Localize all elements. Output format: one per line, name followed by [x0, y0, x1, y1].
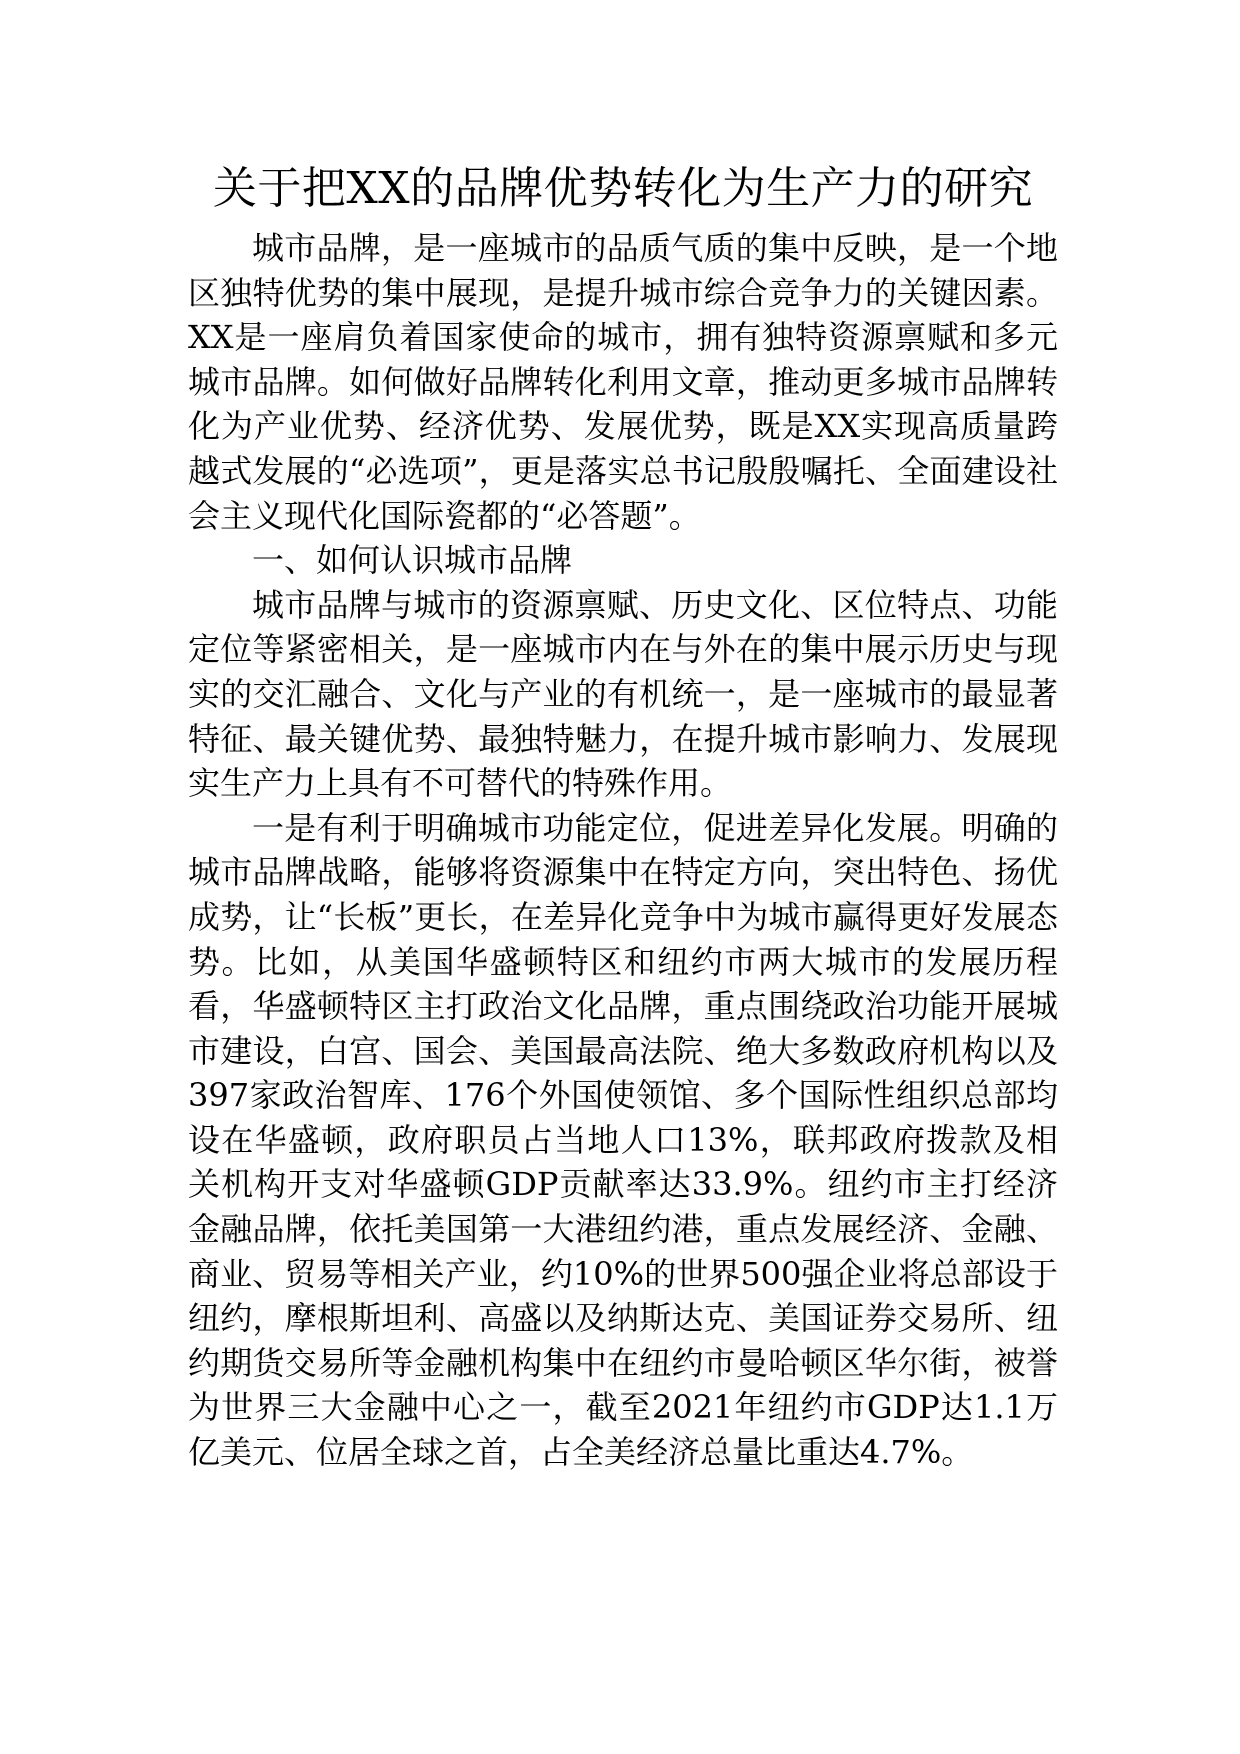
section-1-paragraph-2: 一是有利于明确城市功能定位，促进差异化发展。明确的城市品牌战略，能够将资源集中在特定方向，突出特色、扬优成势，让“长板”更长，在差异化竞争中为城市赢得更好发展态势。比如，从美国华盛顿特区和纽约市两大城市的发展历程看，华盛顿特区主打政治文化品牌，重点围绕政治功能开展城市建设，白宫、国会、美国最高法院、绝大多数政府机构以及397家政治智库、176个外国使领馆、多个国际性组织总部均设在华盛顿，政府职员占当地人口13%，联邦政府拨款及相关机构开支对华盛顿GDP贡献率达33.9%。纽约市主打经济金融品牌，依托美国第一大港纽约港，重点发展经济、金融、商业、贸易等相关产业，约10%的世界500强企业将总部设于纽约，摩根斯坦利、高盛以及纳斯达克、美国证券交易所、纽约期货交易所等金融机构集中在纽约市曼哈顿区华尔街，被誉为世界三大金融中心之一，截至2021年纽约市GDP达1.1万亿美元、位居全球之首，占全美经济总量比重达4.7%。	[188, 808, 1058, 1472]
intro-paragraph: 城市品牌，是一座城市的品质气质的集中反映，是一个地区独特优势的集中展现，是提升城市综合竞争力的关键因素。XX是一座肩负着国家使命的城市，拥有独特资源禀赋和多元城市品牌。如何做好品牌转化利用文章，推动更多城市品牌转化为产业优势、经济优势、发展优势，既是XX实现高质量跨越式发展的“必选项”，更是落实总书记殷殷嘱托、全面建设社会主义现代化国际瓷都的“必答题”。	[188, 229, 1058, 535]
document-page	[188, 160, 1058, 1475]
document-title: 关于把XX的品牌优势转化为生产力的研究	[212, 163, 1034, 214]
section-heading-1: 一、如何认识城市品牌	[252, 541, 573, 580]
section-1-paragraph-1: 城市品牌与城市的资源禀赋、历史文化、区位特点、功能定位等紧密相关，是一座城市内在与外在的集中展示历史与现实的交汇融合、文化与产业的有机统一，是一座城市的最显著特征、最关键优势、最独特魅力，在提升城市影响力、发展现实生产力上具有不可替代的特殊作用。	[188, 585, 1058, 803]
